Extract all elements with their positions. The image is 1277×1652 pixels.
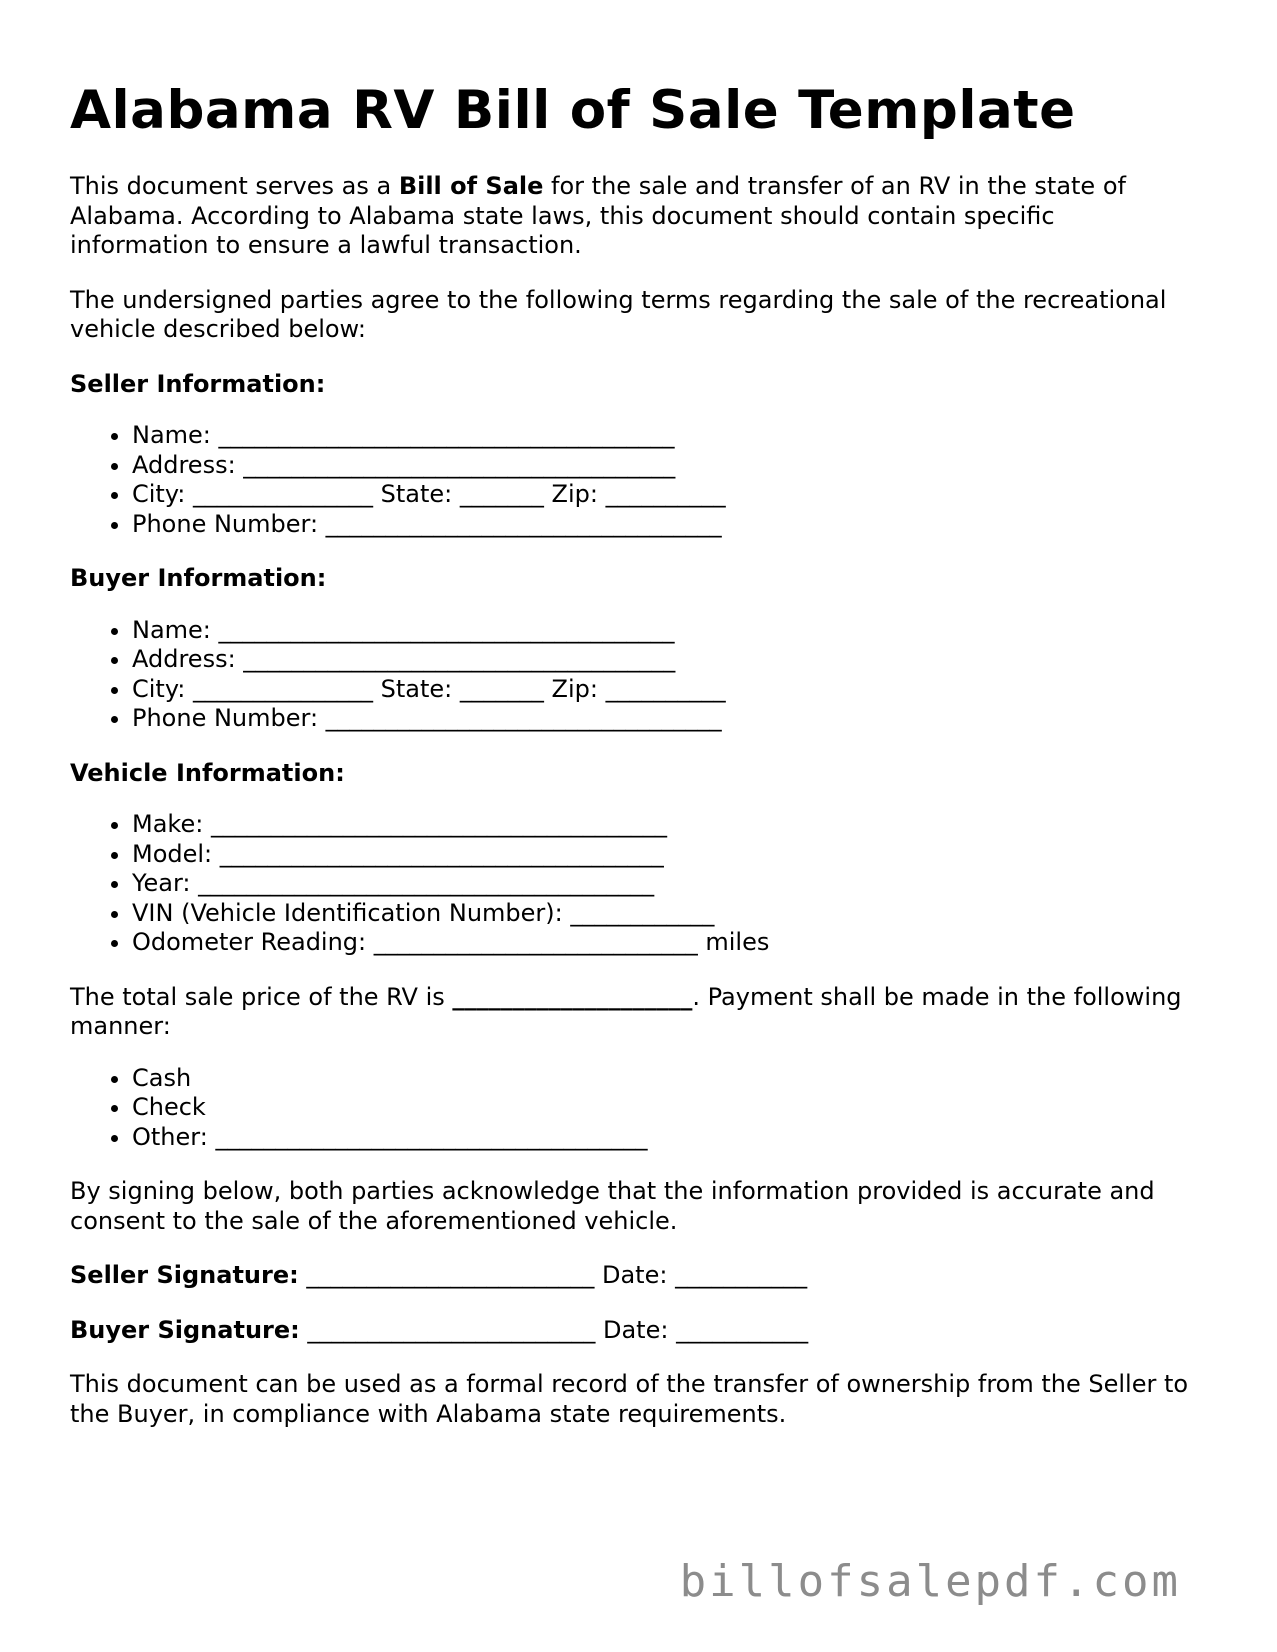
agreement-paragraph: The undersigned parties agree to the following terms regarding the sale of the recreational vehicle described below: — [70, 285, 1167, 343]
seller-fields — [70, 421, 1200, 539]
buyer-city-state-zip-field: • City: _______________ State: _______ Zip: __________ — [132, 675, 1200, 705]
payment-option-cash: • Cash — [132, 1064, 1200, 1094]
buyer-fields — [70, 616, 1200, 734]
intro-text-start: This document serves as a — [70, 172, 399, 200]
seller-address-field: • Address: ____________________________________ — [132, 451, 1200, 481]
price-text-end: . Payment shall be made in the following manner: — [70, 982, 1182, 1040]
page-title: Alabama RV Bill of Sale Template — [70, 80, 1076, 141]
buyer-signature-line — [70, 1316, 1200, 1346]
seller-signature-label: Seller Signature: — [70, 1261, 299, 1289]
buyer-address-field: • Address: ____________________________________ — [132, 645, 1200, 675]
buyer-heading: Buyer Information: — [70, 564, 327, 592]
buyer-phone-field: • Phone Number: _________________________________ — [132, 704, 1200, 734]
intro-text-end: for the sale and transfer of an RV in the state of Alabama. According to Alabama state laws, this document should contain specific information to ensure a lawful transaction. — [70, 172, 1126, 259]
acknowledgement-paragraph: By signing below, both parties acknowledge that the information provided is accurate and consent to the sale of the aforementioned vehicle. — [70, 1177, 1155, 1235]
vehicle-model-field: • Model: _____________________________________ — [132, 840, 1200, 870]
payment-options — [70, 1064, 1200, 1153]
seller-city-state-zip-field: • City: _______________ State: _______ Zip: __________ — [132, 480, 1200, 510]
payment-option-other: • Other: ____________________________________ — [132, 1123, 1200, 1153]
seller-name-field: • Name: ______________________________________ — [132, 421, 1200, 451]
price-text-start: The total sale price of the RV is — [70, 982, 453, 1011]
intro-bold-term: Bill of Sale — [398, 172, 544, 200]
vehicle-heading: Vehicle Information: — [70, 758, 345, 787]
vehicle-fields — [70, 810, 1200, 958]
watermark: billofsalepdf.com — [679, 1556, 1181, 1607]
payment-option-check: • Check — [132, 1093, 1200, 1123]
seller-signature-blank: ________________________ Date: ___________ — [298, 1261, 808, 1289]
price-paragraph — [70, 983, 1200, 1042]
seller-signature-line — [70, 1261, 1200, 1291]
document-page — [70, 78, 1200, 1429]
vehicle-vin-field: • VIN (Vehicle Identification Number): ____________ — [132, 899, 1200, 929]
buyer-signature-blank: ________________________ Date: ___________ — [299, 1315, 809, 1344]
intro-paragraph — [70, 172, 1200, 261]
price-blank: ____________________ — [452, 982, 693, 1011]
seller-heading: Seller Information: — [70, 369, 326, 398]
buyer-signature-label: Buyer Signature: — [70, 1315, 300, 1344]
buyer-name-field: • Name: ______________________________________ — [132, 616, 1200, 646]
seller-phone-field: • Phone Number: _________________________________ — [132, 510, 1200, 540]
closing-paragraph: This document can be used as a formal record of the transfer of ownership from the Seller to the Buyer, in compliance with Alabama state requirements. — [70, 1370, 1189, 1428]
vehicle-odometer-field: • Odometer Reading: ___________________________ miles — [132, 928, 1200, 958]
vehicle-year-field: • Year: ______________________________________ — [132, 869, 1200, 899]
vehicle-make-field: • Make: ______________________________________ — [132, 810, 1200, 840]
